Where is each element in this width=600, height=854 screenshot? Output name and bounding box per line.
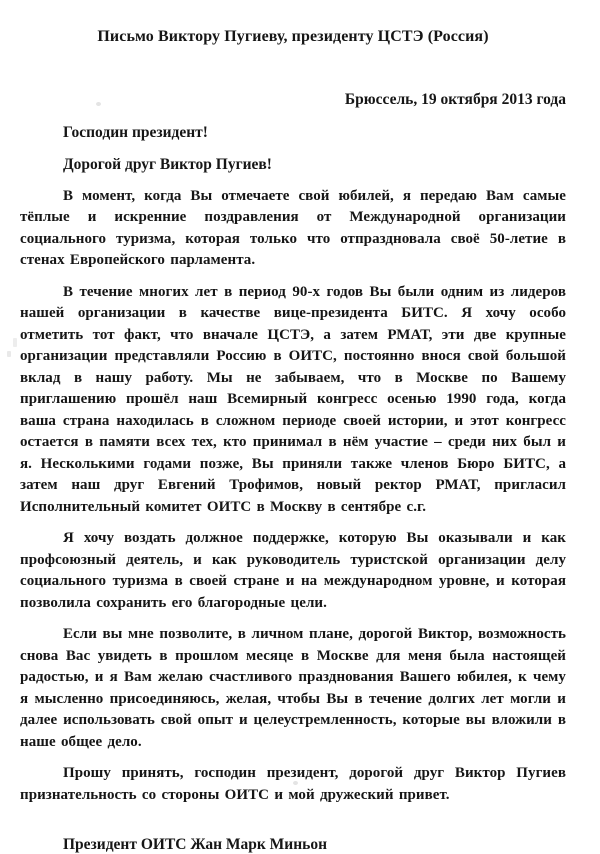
scan-speck — [7, 351, 11, 357]
body-paragraph-2: В течение многих лет в период 90-х годов Вы были одним из лидеров нашей организации в качестве вице-президента БИТС. Я хочу особо отметить тот факт, что вначале ЦСТЭ, а затем РМАТ, эти две крупные организации представляли Россию в ОИТС, постоянно внося свой большой вклад в нашу работу. Мы не забываем, что в Москве по Вашему приглашению прошёл наш Всемирный конгресс осенью 1990 года, когда ваша страна находилась в сложном периоде своей истории, и этот конгресс остается в памяти всех тех, кто принимал в нём участие – среди них был и я. Несколькими годами позже, Вы приняли также членов Бюро БИТС, а затем наш друг Евгений Трофимов, новый ректор РМАТ, пригласил Исполнительный комитет ОИТС в Москву в сентябре с.г. — [20, 283, 566, 515]
salutation-president: Господин президент! — [63, 123, 208, 141]
salutation-friend: Дорогой друг Виктор Пугиев! — [63, 156, 272, 173]
signature-line: Президент ОИТС Жан Марк Миньон — [63, 836, 328, 853]
body-paragraph-4: Если вы мне позволите, в личном плане, дорогой Виктор, возможность снова Вас увидеть в прошлом месяце в Москве для меня была настоящей радостью, и я Вам желаю счастливого празднования Вашего юбилея, к чему я мысленно присоединяюсь, желая, чтобы Вы в течение долгих лет могли и далее использовать свой опыт и целеустремленность, которые вы вложили в наше общее дело. — [20, 626, 566, 750]
scan-speck — [13, 338, 17, 347]
dateline: Брюссель, 19 октября 2013 года — [344, 91, 566, 108]
body-paragraph-1: В момент, когда Вы отмечаете свой юбилей, я передаю Вам самые тёплые и искренние поздравления от Международной организации социального туризма, которая только что отпраздновала своё 50-летие в стенах Европейского парламента. — [20, 187, 566, 268]
scan-speck — [293, 781, 298, 785]
letter-title: Письмо Виктору Пугиеву, президенту ЦСТЭ (Россия) — [97, 28, 489, 45]
scan-speck — [96, 102, 101, 106]
body-paragraph-3: Я хочу воздать должное поддержке, которую Вы оказывали и как профсоюзный деятель, и как руководитель туристской организации делу социального туризма в своей стране и на международном уровне, и которая позволила сохранить его благородные цели. — [20, 530, 566, 611]
letter-content — [20, 0, 566, 854]
body-paragraph-5: Прошу принять, господин президент, дорогой друг Виктор Пугиев признательность со стороны ОИТС и мой дружеский привет. — [20, 765, 566, 803]
